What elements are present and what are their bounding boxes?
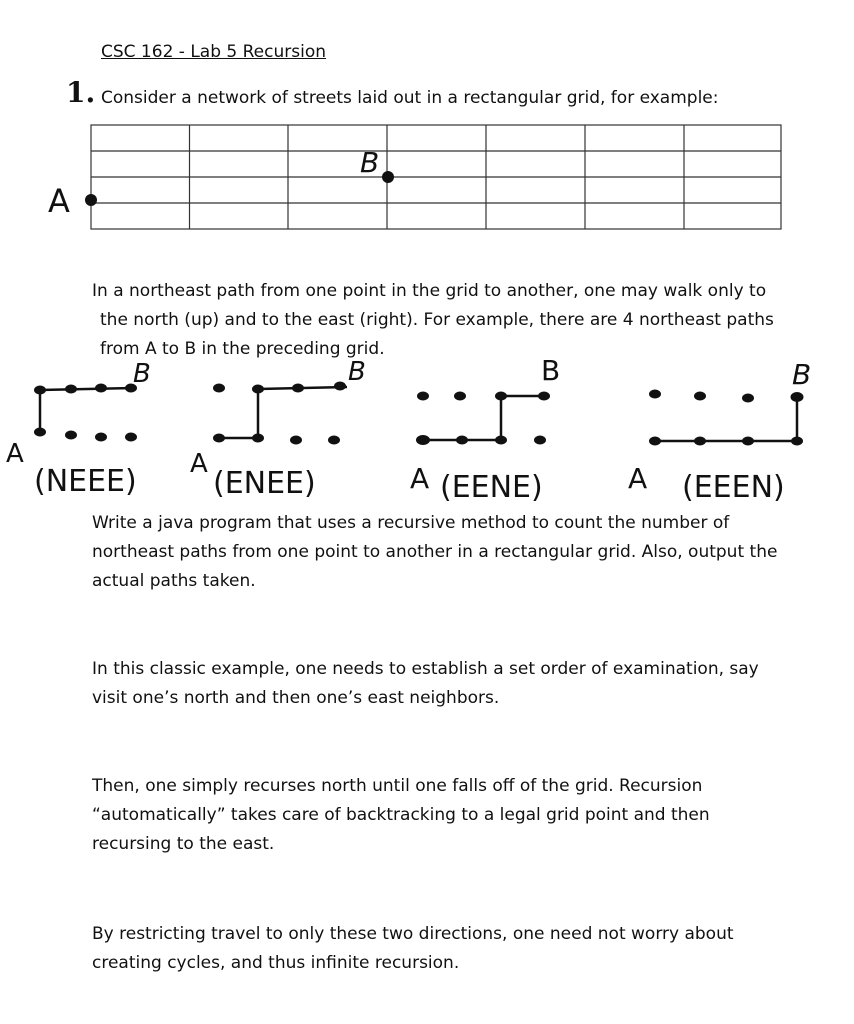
question-intro: Consider a network of streets laid out in a rectangular grid, for example: <box>101 88 719 108</box>
path-example-enee <box>190 357 366 501</box>
paragraph-line: In this classic example, one needs to establish a set order of examination, say <box>92 659 759 679</box>
paragraph-line: Then, one simply recurses north until one falls off of the grid. Recursion <box>92 776 703 796</box>
question-number: 1. <box>66 76 96 109</box>
path-example-start-label: A <box>6 439 24 469</box>
paragraph-line: visit one’s north and then one’s east neighbors. <box>92 688 500 708</box>
path-example-code: (ENEE) <box>213 466 316 501</box>
path-example-end-label: B <box>348 357 366 387</box>
paragraph-line: the north (up) and to the east (right). For example, there are 4 northeast paths <box>100 310 774 330</box>
paragraph-line: from A to B in the preceding grid. <box>100 339 385 359</box>
path-example-end-label: B <box>792 358 812 391</box>
grid-point-a <box>85 194 97 206</box>
path-example-eeen <box>628 358 811 505</box>
recursion-paragraph <box>92 772 792 859</box>
path-example-code: (EENE) <box>440 470 543 505</box>
grid-label-a: A <box>48 182 70 220</box>
path-example-neee <box>6 359 151 499</box>
grid-label-b: B <box>360 146 380 179</box>
path-example-start-label: A <box>190 449 208 479</box>
path-example-eene <box>410 354 560 505</box>
classic-example-paragraph <box>92 655 792 713</box>
paragraph-line: Write a java program that uses a recursive method to count the number of <box>92 513 730 533</box>
northeast-paragraph <box>92 277 792 364</box>
path-example-end-label: B <box>133 359 151 389</box>
path-example-code: (EEEN) <box>682 470 785 505</box>
path-example-start-label: A <box>628 462 648 495</box>
path-example-start-label: A <box>410 462 430 495</box>
paragraph-line: creating cycles, and thus infinite recursion. <box>92 953 460 973</box>
paragraph-line: In a northeast path from one point in the grid to another, one may walk only to <box>92 281 767 301</box>
restriction-paragraph <box>92 920 812 978</box>
paragraph-line: actual paths taken. <box>92 571 256 591</box>
page-title: CSC 162 - Lab 5 Recursion <box>101 42 327 62</box>
paragraph-line: By restricting travel to only these two directions, one need not worry about <box>92 924 734 944</box>
write-program-paragraph <box>92 509 802 596</box>
grid-point-b <box>382 171 394 183</box>
paragraph-line: northeast paths from one point to another in a rectangular grid. Also, output the <box>92 542 778 562</box>
path-example-code: (NEEE) <box>34 464 137 499</box>
path-example-end-label: B <box>541 354 561 387</box>
paragraph-line: “automatically” takes care of backtracking to a legal grid point and then <box>92 805 710 825</box>
paragraph-line: recursing to the east. <box>92 834 275 854</box>
street-grid <box>91 125 781 229</box>
